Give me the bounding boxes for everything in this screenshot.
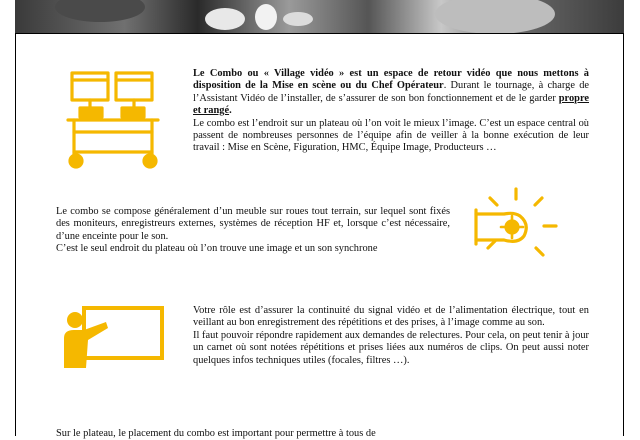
role-paragraph-2: Il faut pouvoir répondre rapidement aux demandes de relectures. Pour cela, on peut tenir à jour un carnet où sont notées répétitions et prises liées aux numéros de clips. On peut aussi noter quelques infos techniques utiles (focales, filtres …).	[193, 329, 589, 366]
video-monitor-cart-icon	[66, 68, 166, 170]
footer-cut-text: Sur le plateau, le placement du combo est important pour permettre à tous de	[56, 428, 376, 439]
section-combo-composition	[56, 206, 450, 256]
intro-rest-text: . Durant le tournage, à charge de l’Assistant Vidéo de l’installer, de s’assurer de son bon fonctionnement et de le garder	[193, 80, 589, 104]
composition-paragraph-2: C’est le seul endroit du plateau où l’on trouve une image et un son synchrone	[56, 243, 378, 255]
composition-paragraph-1: Le combo se compose généralement d’un meuble sur roues tout terrain, sur lequel sont fixés des moniteurs, enregistreurs externes, systèmes de réception HF et, lorsque c’est nécessaire, d’une enceinte pour le son.	[56, 206, 450, 242]
intro-bold-text: Le Combo ou « Village vidéo » est un espace de retour vidéo que nous mettons à disposition de la Mise en scène ou du Chef Opérateur	[193, 68, 589, 92]
role-paragraph-1: Votre rôle est d’assurer la continuité du signal vidéo et de l’alimentation électrique, tout en veillant au bon enregistrement des répétitions et des prises, à l’image comme au son.	[193, 305, 589, 329]
intro-paragraph	[193, 68, 589, 118]
emphasis-text: propre et rangé	[193, 92, 589, 117]
section-combo-intro	[193, 68, 589, 155]
header-photo	[15, 0, 624, 34]
emphasis-end: .	[229, 105, 232, 117]
presenter-board-icon	[62, 300, 168, 372]
combo-paragraph-2: Le combo est l’endroit sur un plateau où l’on voit le mieux l’image. C’est un espace central où passent de nombreuses personnes de l’équipe afin de veiller à la bonne exécution de leur travail : Mise en Scène, Figuration, HMC, Équipe Image, Producteurs …	[193, 117, 589, 154]
section-assistant-role	[193, 305, 589, 367]
lightbulb-gear-icon	[466, 186, 562, 264]
